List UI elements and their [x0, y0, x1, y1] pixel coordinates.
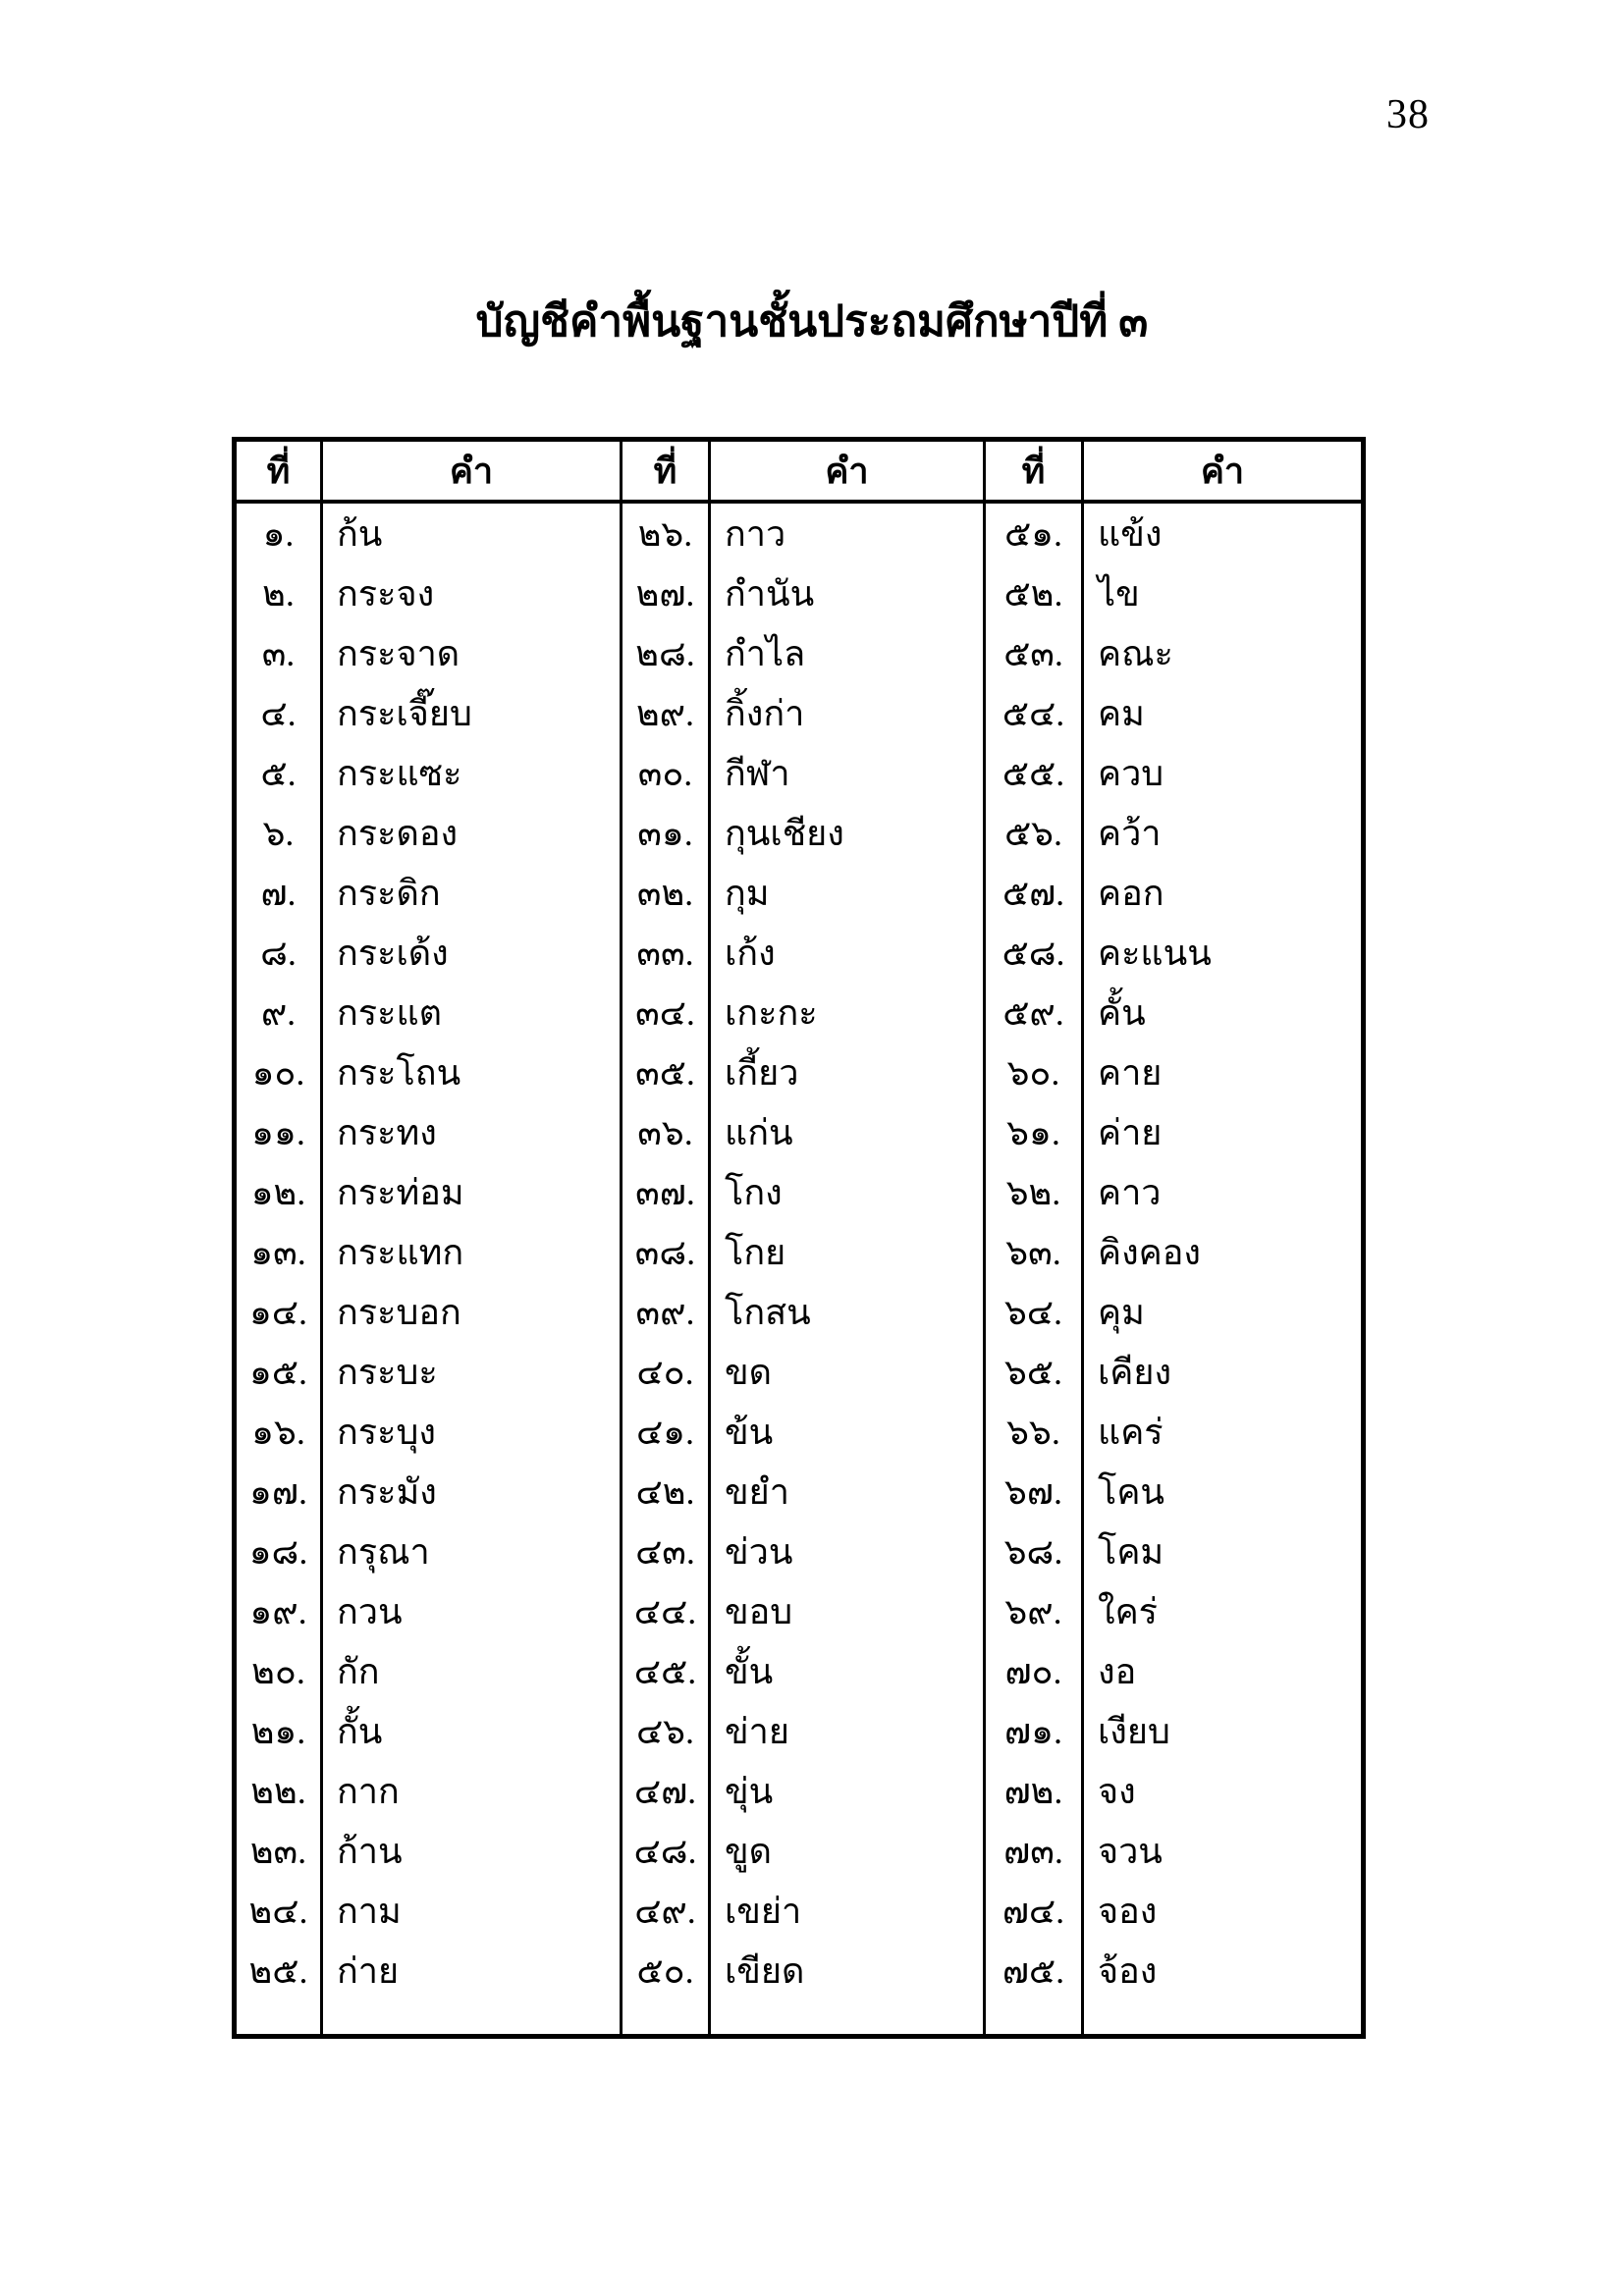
entry-number: ๑๔.	[237, 1282, 323, 1342]
entry-number: ๕๘.	[986, 923, 1084, 983]
entry-number: ๔๘.	[623, 1821, 711, 1881]
filler-cell	[711, 2001, 986, 2034]
entry-word: ข่วน	[711, 1522, 986, 1581]
entry-number: ๕๓.	[986, 623, 1084, 683]
entry-word: จวน	[1098, 1831, 1163, 1871]
entry-number: ๔๕.	[623, 1641, 711, 1701]
entry-word: โคน	[1098, 1471, 1165, 1512]
entry-number: ๓๘.	[623, 1222, 711, 1282]
entry-word: คอก	[1098, 873, 1164, 913]
entry-number: ๑๕.	[237, 1342, 323, 1402]
entry-word: จ้อง	[1098, 1950, 1158, 1991]
entry-number: ๖๗.	[986, 1462, 1084, 1522]
entry-number: ๔๑.	[623, 1402, 711, 1462]
entry-word: คิงคอง	[1098, 1232, 1201, 1272]
entry-number: ๓๙.	[623, 1282, 711, 1342]
entry-number: ๒๔.	[237, 1881, 323, 1941]
entry-word: โกย	[711, 1222, 986, 1282]
entry-number: ๓๕.	[623, 1042, 711, 1102]
entry-word: เขย่า	[711, 1881, 986, 1941]
entry-word: เก้ง	[711, 923, 986, 983]
entry-number: ๒๐.	[237, 1641, 323, 1701]
entry-word: จอง	[1098, 1891, 1158, 1931]
page-number: 38	[1386, 92, 1430, 137]
entry-number: ๗.	[237, 863, 323, 923]
entry-word: คาว	[1098, 1172, 1162, 1212]
entry-number: ๓๓.	[623, 923, 711, 983]
entry-number: ๔๗.	[623, 1761, 711, 1821]
entry-word: แก่น	[711, 1102, 986, 1162]
entry-word: ข่าย	[711, 1701, 986, 1761]
entry-number: ๓๔.	[623, 983, 711, 1042]
entry-number: ๖๖.	[986, 1402, 1084, 1462]
entry-word: กระทง	[323, 1102, 623, 1162]
column-header-no: ที่	[237, 442, 323, 504]
entry-number: ๑.	[237, 504, 323, 563]
entry-number: ๑๘.	[237, 1522, 323, 1581]
entry-number: ๖๔.	[986, 1282, 1084, 1342]
entry-number: ๗๒.	[986, 1761, 1084, 1821]
entry-number: ๘.	[237, 923, 323, 983]
entry-number: ๖๑.	[986, 1102, 1084, 1162]
entry-number: ๗๐.	[986, 1641, 1084, 1701]
entry-word: ขอบ	[711, 1581, 986, 1641]
entry-word: เคียง	[1098, 1352, 1172, 1392]
entry-number: ๙.	[237, 983, 323, 1042]
entry-number: ๖๒.	[986, 1162, 1084, 1222]
column-header-word: คำ	[711, 442, 986, 504]
entry-word: กุนเชียง	[711, 803, 986, 863]
entry-number: ๑๖.	[237, 1402, 323, 1462]
entry-word: คว้า	[1098, 813, 1162, 853]
entry-word: ขูด	[711, 1821, 986, 1881]
entry-word: ขั้น	[711, 1641, 986, 1701]
entry-number: ๖๓.	[986, 1222, 1084, 1282]
entry-number: ๒๗.	[623, 563, 711, 623]
entry-number: ๑๒.	[237, 1162, 323, 1222]
entry-word: กระบอก	[323, 1282, 623, 1342]
entry-number: ๒๙.	[623, 683, 711, 743]
entry-word: กระมัง	[323, 1462, 623, 1522]
entry-word: เกะกะ	[711, 983, 986, 1042]
entry-word: ก่าย	[323, 1941, 623, 2001]
filler-cell	[323, 2001, 623, 2034]
entry-word: กระบะ	[323, 1342, 623, 1402]
filler-cell	[623, 2001, 711, 2034]
entry-word: ไข	[1098, 573, 1140, 614]
entry-word: กำไล	[711, 623, 986, 683]
entry-number: ๔๐.	[623, 1342, 711, 1402]
entry-word: กระแซะ	[323, 743, 623, 803]
entry-number: ๕๐.	[623, 1941, 711, 2001]
entry-word: จง	[1098, 1771, 1136, 1811]
entry-word: โคม	[1098, 1531, 1164, 1572]
entry-word: ค่าย	[1098, 1112, 1163, 1152]
entry-number: ๕๗.	[986, 863, 1084, 923]
entry-number: ๔.	[237, 683, 323, 743]
entry-number: ๒๓.	[237, 1821, 323, 1881]
entry-word: กุม	[711, 863, 986, 923]
entry-word: กระจาด	[323, 623, 623, 683]
entry-word: กระท่อม	[323, 1162, 623, 1222]
entry-word: เงียบ	[1098, 1711, 1170, 1751]
entry-word: กระดิก	[323, 863, 623, 923]
entry-word: กีฬา	[711, 743, 986, 803]
filler-cell	[986, 2001, 1084, 2034]
entry-word: ข้น	[711, 1402, 986, 1462]
entry-word: กระบุง	[323, 1402, 623, 1462]
entry-number: ๖๘.	[986, 1522, 1084, 1581]
entry-number: ๓.	[237, 623, 323, 683]
entry-word: คณะ	[1098, 633, 1173, 673]
entry-number: ๗๑.	[986, 1701, 1084, 1761]
entry-number: ๓๒.	[623, 863, 711, 923]
entry-word: ขด	[711, 1342, 986, 1402]
entry-word: กวน	[323, 1581, 623, 1641]
entry-number: ๗๔.	[986, 1881, 1084, 1941]
entry-word: ขุ่น	[711, 1761, 986, 1821]
entry-word: กั้น	[323, 1701, 623, 1761]
entry-number: ๑๑.	[237, 1102, 323, 1162]
filler-cell	[1084, 2001, 1361, 2034]
word-table	[232, 437, 1366, 2039]
entry-number: ๕๔.	[986, 683, 1084, 743]
entry-number: ๔๔.	[623, 1581, 711, 1641]
entry-word: กาม	[323, 1881, 623, 1941]
entry-word: กัก	[323, 1641, 623, 1701]
entry-number: ๒๑.	[237, 1701, 323, 1761]
column-header-word: คำ	[1084, 442, 1361, 504]
entry-number: ๔๙.	[623, 1881, 711, 1941]
entry-word: กาก	[323, 1761, 623, 1821]
filler-cell	[237, 2001, 323, 2034]
entry-word: กิ้งก่า	[711, 683, 986, 743]
entry-word: เขียด	[711, 1941, 986, 2001]
entry-word: กระแต	[323, 983, 623, 1042]
entry-number: ๖๙.	[986, 1581, 1084, 1641]
entry-number: ๒๒.	[237, 1761, 323, 1821]
entry-number: ๗๓.	[986, 1821, 1084, 1881]
entry-number: ๔๓.	[623, 1522, 711, 1581]
entry-number: ๔๖.	[623, 1701, 711, 1761]
entry-number: ๖๐.	[986, 1042, 1084, 1102]
entry-word: กาว	[711, 504, 986, 563]
entry-word: ก้น	[323, 504, 623, 563]
entry-number: ๓๗.	[623, 1162, 711, 1222]
entry-word: กระโถน	[323, 1042, 623, 1102]
entry-number: ๑๙.	[237, 1581, 323, 1641]
entry-word: คม	[1098, 693, 1145, 733]
page-title: บัญชีคำพื้นฐานชั้นประถมศึกษาปีที่ ๓	[475, 297, 1149, 346]
entry-number: ๑๗.	[237, 1462, 323, 1522]
entry-word: กำนัน	[711, 563, 986, 623]
entry-number: ๑๐.	[237, 1042, 323, 1102]
entry-word: ก้าน	[323, 1821, 623, 1881]
entry-number: ๓๐.	[623, 743, 711, 803]
entry-word: เกี้ยว	[711, 1042, 986, 1102]
entry-number: ๒๕.	[237, 1941, 323, 2001]
entry-word: แคร่	[1098, 1412, 1164, 1452]
entry-word: แข้ง	[1098, 513, 1163, 554]
entry-number: ๓๖.	[623, 1102, 711, 1162]
entry-number: ๕๑.	[986, 504, 1084, 563]
entry-number: ๕๕.	[986, 743, 1084, 803]
entry-word: กรุณา	[323, 1522, 623, 1581]
entry-word: ขยำ	[711, 1462, 986, 1522]
entry-number: ๕๙.	[986, 983, 1084, 1042]
entry-number: ๔๒.	[623, 1462, 711, 1522]
column-header-no: ที่	[986, 442, 1084, 504]
entry-word: คาย	[1098, 1052, 1163, 1093]
entry-number: ๒.	[237, 563, 323, 623]
column-header-no: ที่	[623, 442, 711, 504]
entry-word: กระแทก	[323, 1222, 623, 1282]
entry-word: กระเจี๊ยบ	[323, 683, 623, 743]
entry-word: งอ	[1098, 1651, 1137, 1691]
entry-word: ควบ	[1098, 753, 1164, 793]
entry-number: ๓๑.	[623, 803, 711, 863]
entry-word: คุม	[1098, 1292, 1145, 1332]
entry-number: ๕.	[237, 743, 323, 803]
entry-word: โกสน	[711, 1282, 986, 1342]
entry-word: คั้น	[1098, 992, 1146, 1033]
entry-word: กระจง	[323, 563, 623, 623]
entry-word: กระเด้ง	[323, 923, 623, 983]
entry-word: คะแนน	[1098, 933, 1212, 973]
entry-number: ๕๒.	[986, 563, 1084, 623]
entry-number: ๖๕.	[986, 1342, 1084, 1402]
entry-word: โกง	[711, 1162, 986, 1222]
entry-word: กระดอง	[323, 803, 623, 863]
entry-number: ๒๖.	[623, 504, 711, 563]
entry-number: ๗๕.	[986, 1941, 1084, 2001]
entry-number: ๕๖.	[986, 803, 1084, 863]
entry-number: ๒๘.	[623, 623, 711, 683]
entry-word: ใคร่	[1098, 1591, 1158, 1631]
entry-number: ๖.	[237, 803, 323, 863]
column-header-word: คำ	[323, 442, 623, 504]
entry-number: ๑๓.	[237, 1222, 323, 1282]
